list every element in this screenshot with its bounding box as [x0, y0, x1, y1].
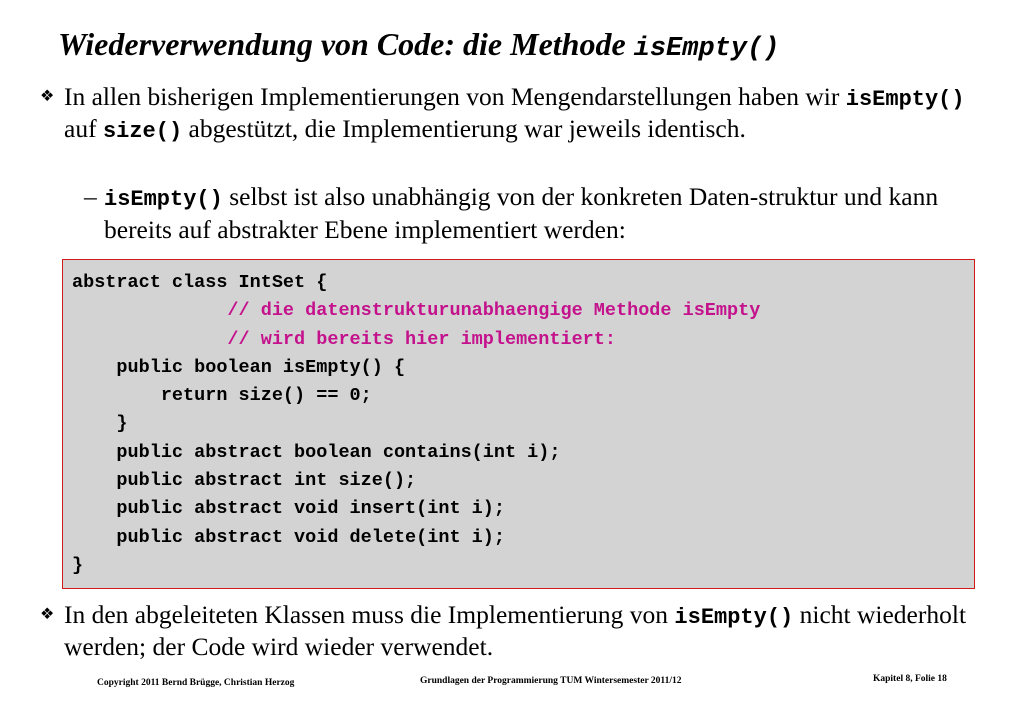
- bullet-1-text-3: abgestützt, die Implementierung war jeweils identisch.: [182, 114, 746, 143]
- title-text: Wiederverwendung von Code: die Methode: [58, 26, 634, 62]
- code-line: }: [72, 554, 84, 576]
- footer-copyright: Copyright 2011 Bernd Brügge, Christian Herzog: [97, 678, 295, 688]
- diamond-bullet-icon: ❖: [40, 88, 55, 105]
- bullet-1-code-1: isEmpty(): [845, 87, 965, 112]
- bullet-2: [40, 600, 1004, 661]
- slide-title: [58, 26, 779, 64]
- code-listing: [72, 269, 760, 580]
- sub-bullet-code-1: isEmpty(): [104, 187, 223, 212]
- bullet-2-code-1: isEmpty(): [674, 605, 794, 630]
- bullet-2-text-1: In den abgeleiteten Klassen muss die Implementierung von: [64, 600, 675, 629]
- footer-slide-number: Kapitel 8, Folie 18: [873, 674, 947, 684]
- code-line: public abstract void insert(int i);: [72, 498, 505, 520]
- diamond-bullet-icon: ❖: [40, 606, 55, 623]
- sub-bullet-1: [84, 182, 1004, 245]
- code-line: public abstract void delete(int i);: [72, 526, 505, 548]
- code-line: public abstract int size();: [72, 470, 417, 492]
- bullet-1-text-1: In allen bisherigen Implementierungen von Mengendarstellungen haben wir: [64, 82, 846, 111]
- bullet-2-text-2: nicht wiederholt werden; der Code wird wieder verwendet.: [64, 600, 967, 661]
- code-line: return size() == 0;: [72, 385, 372, 407]
- footer-course: Grundlagen der Programmierung TUM Wintersemester 2011/12: [420, 676, 682, 686]
- code-comment-line: // die datenstrukturunabhaengige Methode isEmpty: [72, 300, 761, 322]
- code-line: abstract class IntSet {: [72, 272, 328, 293]
- bullet-1-code-2: size(): [102, 119, 183, 144]
- code-comment-line: // wird bereits hier implementiert:: [72, 328, 616, 350]
- title-code: isEmpty(): [633, 34, 780, 64]
- code-line: public abstract boolean contains(int i);: [72, 441, 561, 463]
- code-line: }: [72, 413, 128, 435]
- sub-bullet-text-1: selbst ist also unabhängig von der konkreten Daten-struktur und kann bereits auf abstrakter Ebene implementiert werden:: [104, 182, 939, 244]
- bullet-1-text-2: auf: [64, 114, 103, 143]
- code-line: public boolean isEmpty() {: [72, 356, 406, 378]
- sub-bullet-dash: –: [84, 182, 97, 211]
- bullet-1: [40, 82, 994, 146]
